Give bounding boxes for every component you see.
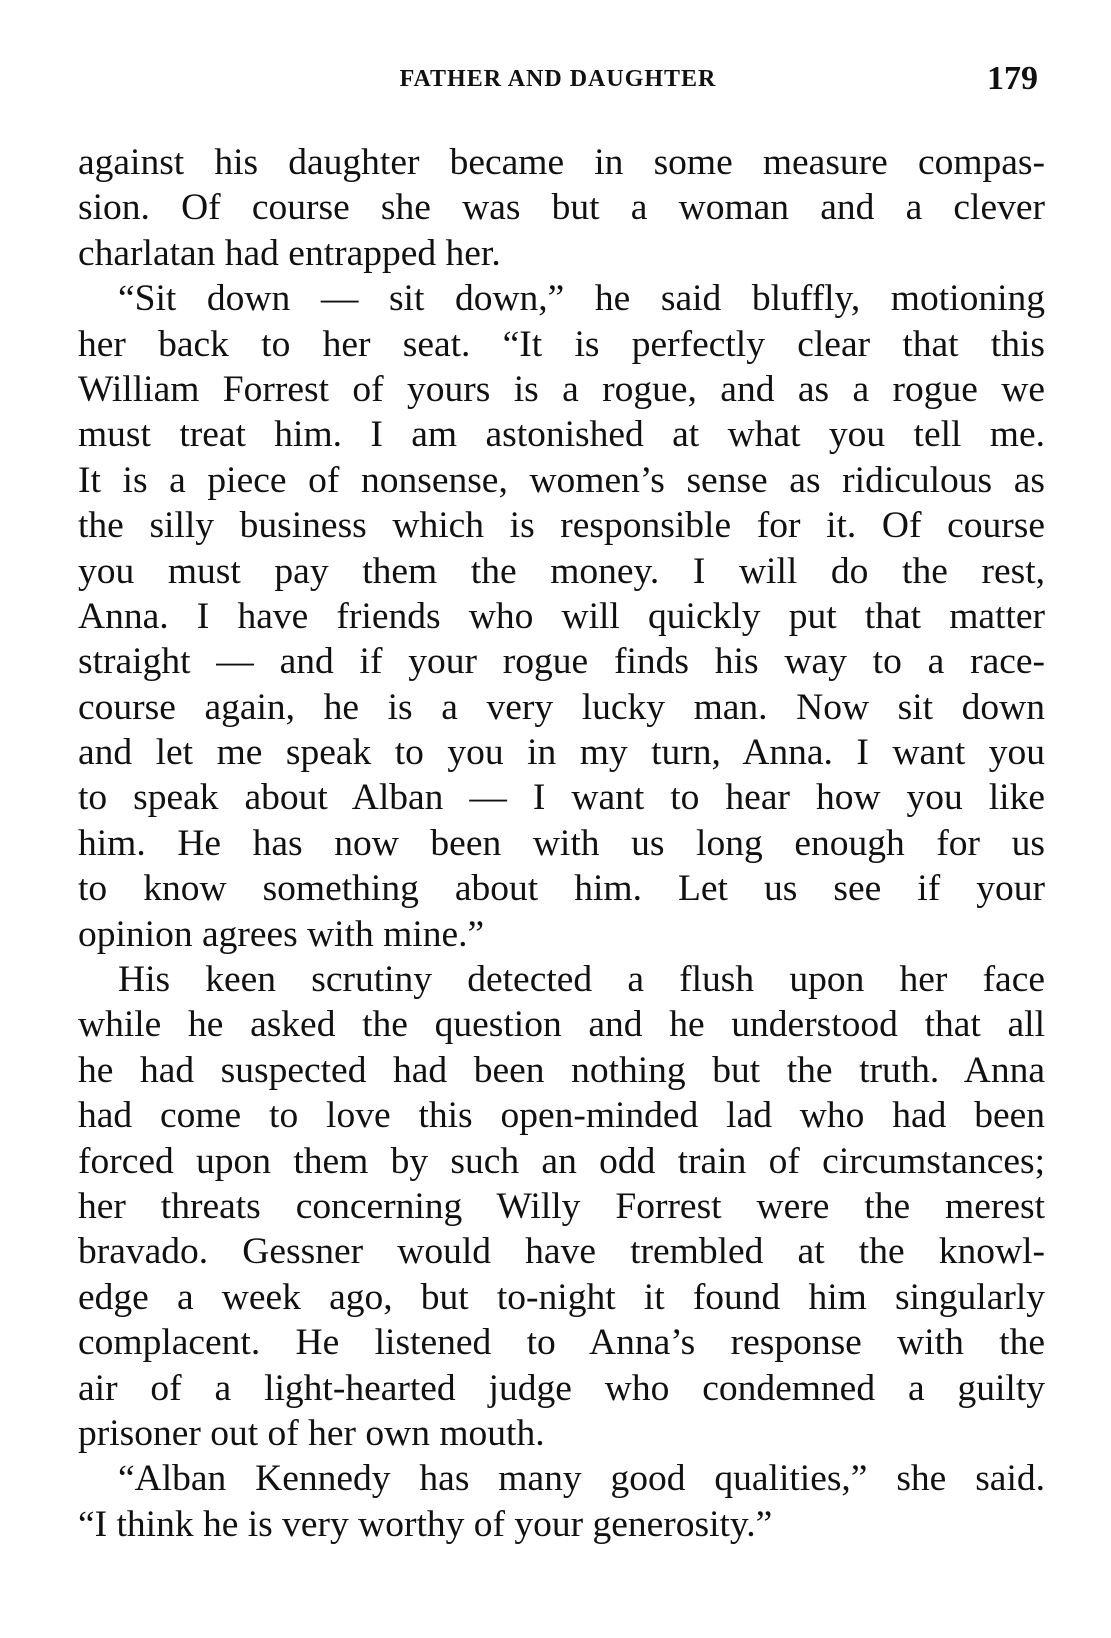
text-line: air of a light-hearted judge who condemned a guilty [78,1367,1045,1409]
text-line: her back to her seat. “It is perfectly clear that this [78,323,1045,365]
text-line: you must pay them the money. I will do the rest, [78,550,1045,592]
text-line: her threats concerning Willy Forrest were the merest [78,1185,1045,1227]
text-line: had come to love this open-minded lad who had been [78,1095,1045,1137]
text-line: opinion agrees with mine.” [78,913,485,955]
text-line: course again, he is a very lucky man. Now sit down [78,686,1045,728]
text-line: prisoner out of her own mouth. [78,1412,545,1454]
paragraph-start-line: “Alban Kennedy has many good qualities,” she said. [118,1458,1045,1500]
text-line: charlatan had entrapped her. [78,232,501,274]
text-line: “I think he is very worthy of your generosity.” [78,1503,773,1545]
text-line: sion. Of course she was but a woman and a clever [78,187,1045,229]
text-line: while he asked the question and he understood that all [78,1004,1045,1046]
text-line: him. He has now been with us long enough for us [78,822,1045,864]
text-line: Anna. I have friends who will quickly put that matter [78,595,1045,637]
running-head [78,60,1038,100]
text-line: the silly business which is responsible for it. Of course [78,505,1045,547]
paragraph-start-line: “Sit down — sit down,” he said bluffly, motioning [118,278,1045,320]
body-text [78,140,1045,1547]
text-line: against his daughter became in some measure compas- [78,142,1045,183]
text-line: bravado. Gessner would have trembled at the knowl- [78,1231,1045,1273]
running-title: FATHER AND DAUGHTER [399,66,717,92]
text-line: William Forrest of yours is a rogue, and as a rogue we [78,368,1045,410]
text-line: straight — and if your rogue finds his way to a race- [78,641,1045,683]
text-line: forced upon them by such an odd train of circumstances; [78,1140,1045,1182]
page-number: 179 [987,60,1038,97]
text-line: must treat him. I am astonished at what you tell me. [78,414,1045,456]
text-line: edge a week ago, but to-night it found him singularly [78,1276,1045,1318]
text-line: It is a piece of nonsense, women’s sense as ridiculous as [78,459,1045,501]
text-line: to know something about him. Let us see if your [78,868,1045,910]
text-line: to speak about Alban — I want to hear how you like [78,777,1045,819]
text-line: complacent. He listened to Anna’s response with the [78,1322,1045,1364]
paragraph-start-line: His keen scrutiny detected a flush upon her face [118,959,1045,1001]
text-line: he had suspected had been nothing but the truth. Anna [78,1049,1045,1091]
text-line: and let me speak to you in my turn, Anna. I want you [78,732,1045,774]
